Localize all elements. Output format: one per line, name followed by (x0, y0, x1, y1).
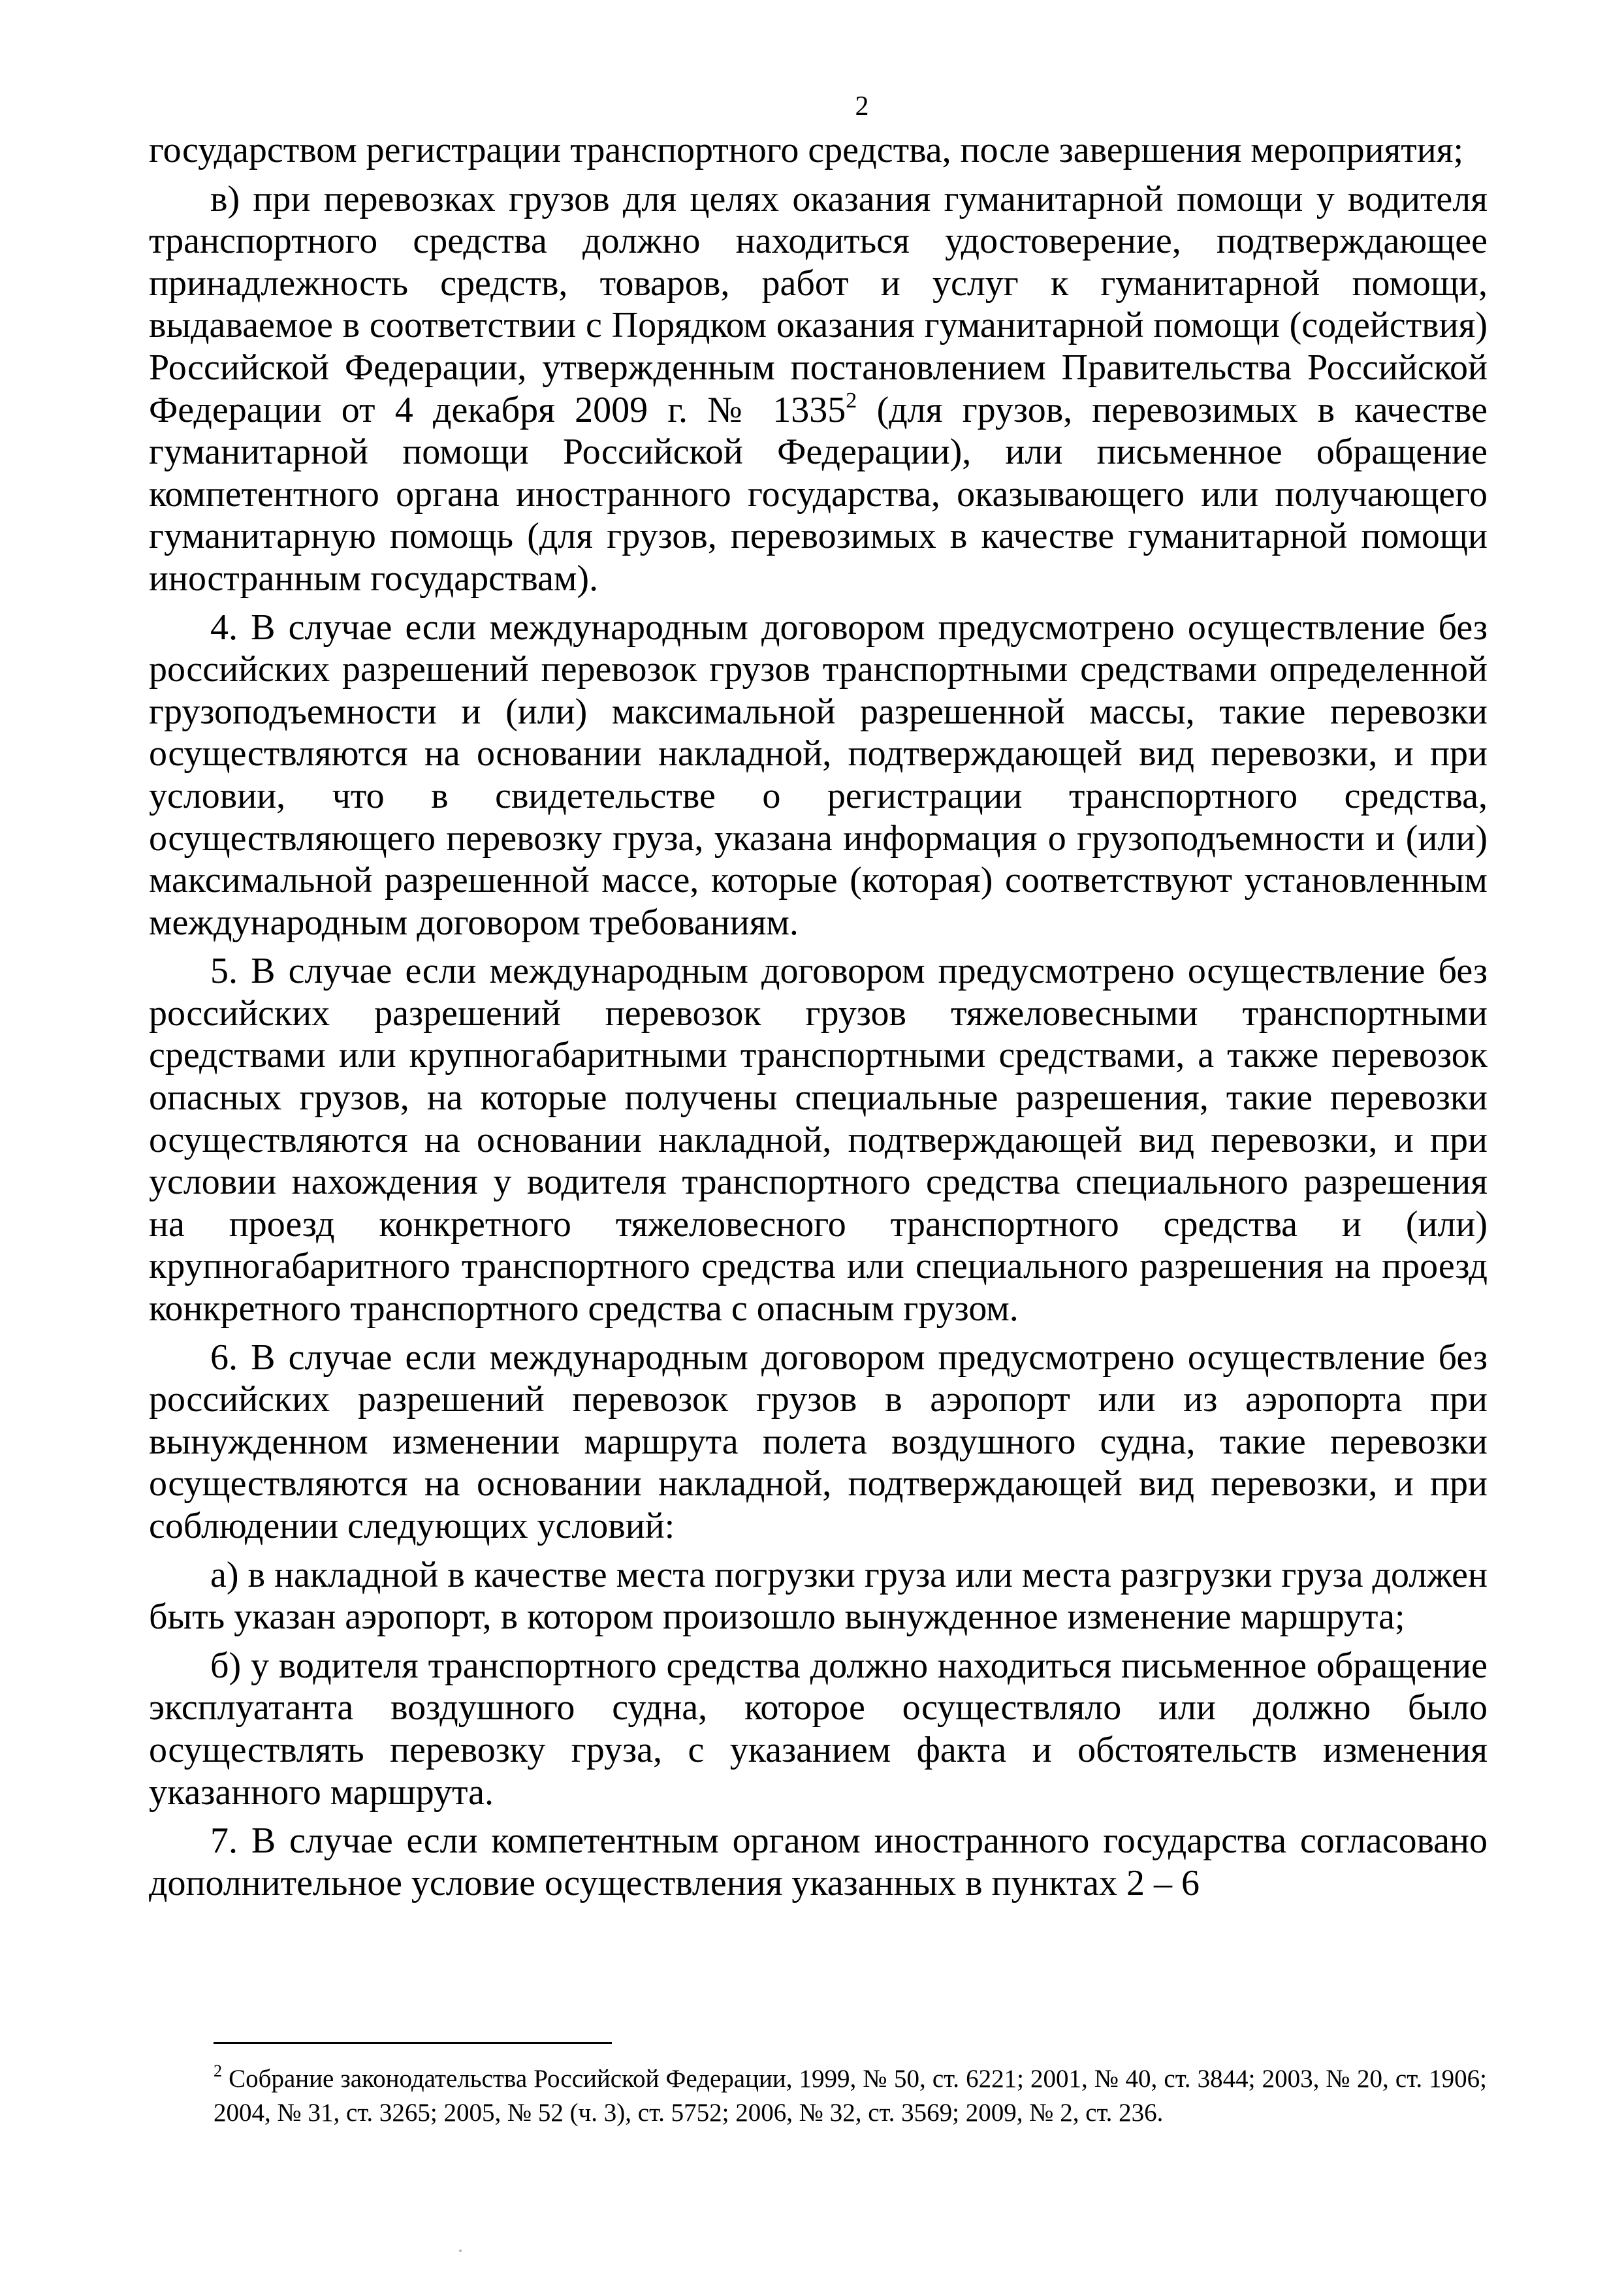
paragraph-subitem-v (149, 178, 1488, 600)
paragraph-item-7: 7. В случае если компетентным органом иностранного государства согласовано дополнительное условие осуществления указанных в пунктах 2 – 6 (149, 1821, 1488, 1903)
page-number: 2 (855, 91, 869, 121)
body-text (149, 129, 1488, 1904)
paragraph-item-6: 6. В случае если международным договором предусмотрено осуществление без российских разрешений перевозок грузов в аэропорт или из аэропорта при вынужденном изменении маршрута полета воздушного судна, такие перевозки осуществляются на основании накладной, подтверждающей вид перевозки, и при соблюдении следующих условий: (149, 1337, 1488, 1546)
scan-artifact (459, 2250, 462, 2252)
paragraph-subitem-a: а) в накладной в качестве места погрузки груза или места разгрузки груза должен быть указан аэропорт, в котором произошло вынужденное изменение маршрута; (149, 1554, 1488, 1638)
footnote-reference[interactable]: 2 (846, 388, 857, 413)
paragraph-text: в) при перевозках грузов для целях оказания гуманитарной помощи у водителя транспортного средства должно находиться удостоверение, подтверждающее принадлежность средств, товаров, работ и услуг к гуманитарной помощи, выдаваемое в соответствии с Порядком оказания гуманитарной помощи (содействия) Российской Федерации, утвержденным постановлением Правительства Российской Федерации от 4 декабря 2009 г. № 1335 (149, 178, 1488, 430)
paragraph-subitem-b: б) у водителя транспортного средства должно находиться письменное обращение эксплуатанта воздушного судна, которое осуществляло или должно было осуществлять перевозку груза, с указанием факта и обстоятельств изменения указанного маршрута. (149, 1645, 1488, 1813)
paragraph-item-4: 4. В случае если международным договором предусмотрено осуществление без российских разрешений перевозок грузов транспортными средствами определенной грузоподъемности и (или) максимальной разрешенной массы, такие перевозки осуществляются на основании накладной, подтверждающей вид перевозки, и при условии, что в свидетельстве о регистрации транспортного средства, осуществляющего перевозку груза, указана информация о грузоподъемности и (или) максимальной разрешенной массе, которые (которая) соответствуют установленным международным договором требованиям. (149, 607, 1488, 943)
footnote-divider (214, 2042, 612, 2044)
paragraph-item-5: 5. В случае если международным договором предусмотрено осуществление без российских разрешений перевозок грузов тяжеловесными транспортными средствами или крупногабаритными транспортными средствами, а также перевозок опасных грузов, на которые получены специальные разрешения, такие перевозки осуществляются на основании накладной, подтверждающей вид перевозки, и при условии нахождения у водителя транспортного средства специального разрешения на проезд конкретного тяжеловесного транспортного средства и (или) крупногабаритного транспортного средства или специального разрешения на проезд конкретного транспортного средства с опасным грузом. (149, 951, 1488, 1329)
paragraph-continuation: государством регистрации транспортного средства, после завершения мероприятия; (149, 130, 1464, 170)
paragraph-text-cont: (для грузов, перевозимых в качестве гуманитарной помощи Российской Федерации), или письменное обращение компетентного органа иностранного государства, оказывающего или получающего гуманитарную помощь (для грузов, перевозимых в качестве гуманитарной помощи иностранным государствам). (149, 389, 1488, 599)
footnote (214, 2062, 1487, 2130)
footnote-text: Собрание законодательства Российской Федерации, 1999, № 50, ст. 6221; 2001, № 40, ст. 3844; 2003, № 20, ст. 1906; 2004, № 31, ст. 3265; 2005, № 52 (ч. 3), ст. 5752; 2006, № 32, ст. 3569; 2009, № 2, ст. 236. (214, 2065, 1487, 2127)
footnote-marker: 2 (214, 2061, 222, 2080)
